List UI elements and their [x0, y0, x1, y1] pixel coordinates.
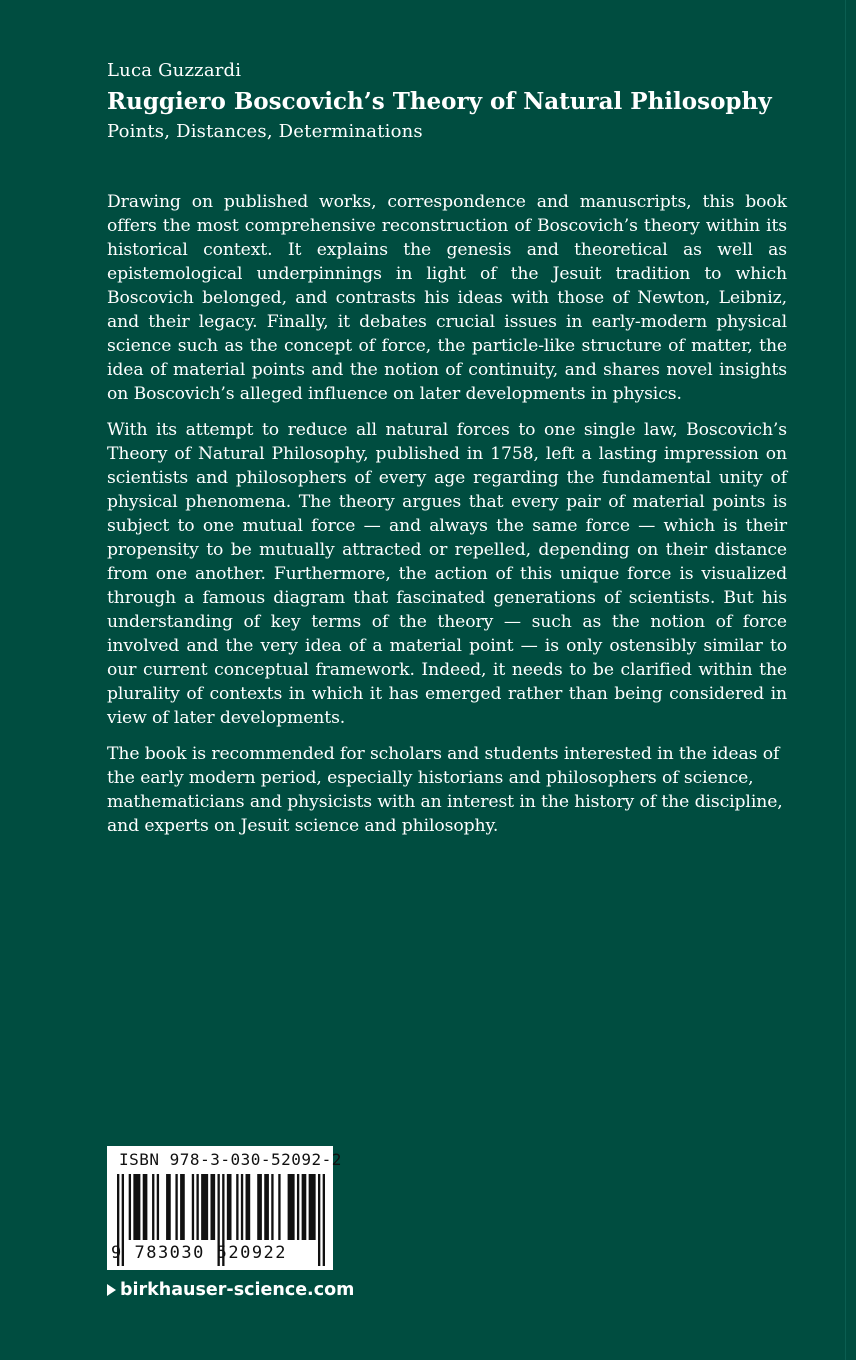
back-cover-header	[107, 58, 797, 145]
barcode-bar	[180, 1174, 185, 1240]
blurb-paragraph-3: The book is recommended for scholars and students interested in the ideas of the early modern period, especially historians and philosophers of science, mathematicians and physicists with an interest in the history of the discipline, and experts on Jesuit science and philosophy.	[107, 744, 783, 836]
book-subtitle: Points, Distances, Determinations	[107, 121, 423, 142]
blurb-paragraph-2: With its attempt to reduce all natural forces to one single law, Boscovich’s Theory of Natural Philosophy, published in 1758, left a lasting impression on scientists and philosophers of every age regarding the fundamental unity of physical phenomena. The theory argues that every pair of material points is subject to one mutual force — and always the same force — which is their propensity to be mutually attracted or repelled, depending on their distance from one another. Furthermore, the action of this unique force is visualized through a famous diagram that fascinated generations of scientists. But his understanding of key terms of the theory — such as the notion of force involved and the very idea of a material point — is only ostensibly similar to our current conceptual framework. Indeed, it needs to be clarified within the plurality of contexts in which it has emerged rather than being considered in view of later developments.	[107, 420, 787, 728]
barcode-bar	[302, 1174, 307, 1240]
barcode-bar	[166, 1174, 171, 1240]
barcode-bar	[309, 1174, 316, 1240]
website-text: birkhauser-science.com	[120, 1280, 355, 1300]
book-title: Ruggiero Boscovich’s Theory of Natural Philosophy	[107, 88, 772, 115]
barcode-bar	[210, 1174, 215, 1240]
author-name: Luca Guzzardi	[107, 60, 242, 81]
barcode-bar	[227, 1174, 232, 1240]
barcode-bar	[297, 1174, 299, 1240]
barcode-bar	[129, 1174, 131, 1240]
spine-edge-line	[845, 0, 846, 1360]
barcode-bar	[157, 1174, 159, 1240]
barcode-bar	[201, 1174, 208, 1240]
barcode-bar	[196, 1174, 198, 1240]
barcode-bar	[264, 1174, 269, 1240]
barcode-bar	[278, 1174, 280, 1240]
barcode-bar	[241, 1174, 243, 1240]
barcode-bar	[318, 1174, 320, 1266]
barcode-digits: 9 783030 520922	[111, 1243, 288, 1263]
barcode-bar	[133, 1174, 140, 1240]
barcode-bar	[192, 1174, 194, 1240]
barcode-bar	[271, 1174, 273, 1240]
barcode-bar	[236, 1174, 238, 1240]
barcode-bar	[323, 1174, 325, 1266]
blurb-paragraph-1: Drawing on published works, correspondence and manuscripts, this book offers the most comprehensive reconstruction of Boscovich’s theory within its historical context. It explains the genesis and theoretical as well as epistemological underpinnings in light of the Jesuit tradition to which Boscovich belonged, and contrasts his ideas with those of Newton, Leibniz, and their legacy. Finally, it debates crucial issues in early-modern physical science such as the concept of force, the particle-like structure of matter, the idea of material points and the notion of continuity, and shares novel insights on Boscovich’s alleged influence on later developments in physics.	[107, 192, 787, 404]
barcode-bar	[257, 1174, 262, 1240]
blurb	[107, 190, 787, 850]
barcode-bar	[246, 1174, 251, 1240]
isbn-label: ISBN 978-3-030-52092-2	[119, 1150, 342, 1169]
barcode-bar	[152, 1174, 154, 1240]
barcode-bar	[175, 1174, 177, 1240]
isbn-barcode	[107, 1146, 342, 1270]
publisher-website[interactable]	[107, 1278, 354, 1302]
barcode-bar	[143, 1174, 148, 1240]
barcode-bar	[288, 1174, 295, 1240]
triangle-right-icon	[107, 1284, 116, 1296]
